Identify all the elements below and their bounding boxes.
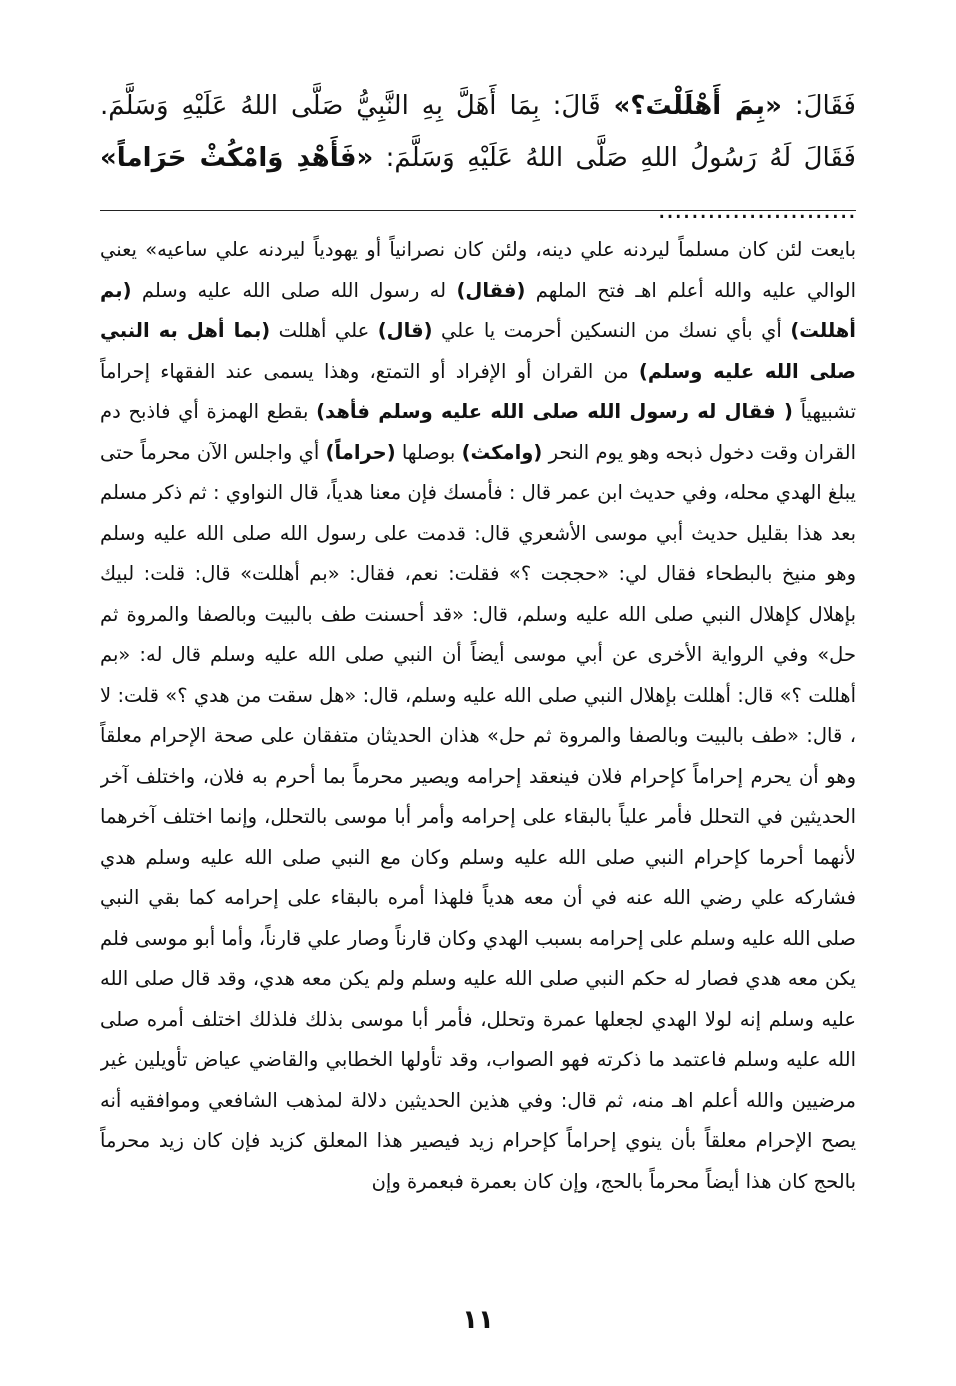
commentary-segment: أي واجلس الآن محرماً حتى يبلغ الهدي محله، وفي حديث ابن عمر قال : فأمسك فإن معنا هدياً، قال النواوي : ثم ذكر مسلم بعد هذا بقليل حديث أبي موسى الأشعري قال: قدمت على رسول الله صلى الله عليه وسلم وهو منيخ بالبطحاء فقال لي: «حججت ؟» فقلت: نعم، فقال: «بم أهللت» قال: قلت: لبيك بإهلال كإهلال النبي صلى الله عليه وسلم، قال: «قد أحسنت طف بالبيت وبالصفا والمروة ثم حل» وفي الرواية الأخرى عن أبي موسى أيضاً أن النبي صلى الله عليه وسلم قال له: «بم أهللت ؟» قال: أهللت بإهلال النبي صلى الله عليه وسلم، قال: «هل سقت من هدي ؟» قلت: لا ، قال: «طف بالبيت وبالصفا والمروة ثم حل» هذان الحديثان متفقان على صحة الإحرام معلقاً وهو أن يحرم إحراماً كإحرام فلان فينعقد إحرامه ويصير محرماً بما أحرم به فلان، واختلف آخر الحديثين في التحلل فأمر علياً بالبقاء على إحرامه وأمر أبا موسى بالتحلل، وإنما اختلف آخرهما لأنهما أحرما كإحرام النبي صلى الله عليه وسلم وكان مع النبي صلى الله عليه وسلم هدي فشاركه علي رضي الله عنه في أن معه هدياً فلهذا أمره بالبقاء على إحرامه كما بقي النبي صلى الله عليه وسلم على إحرامه بسبب الهدي وكان قارناً وصار علي قارناً، وأما أبو موسى فلم يكن معه هدي فصار له حكم النبي صلى الله عليه وسلم ولم يكن معه هدي، وقد قال صلى الله عليه وسلم إنه لولا الهدي لجعلها عمرة وتحلل، فأمر أبا موسى بذلك فلذلك اختلف أمره صلى الله عليه وسلم فاعتمد ما ذكرته فهو الصواب، وقد تأولها الخطابي والقاضي عياض تأويلين غير مرضيين والله أعلم اهـ منه، ثم قال: وفي هذين الحديثين دلالة لمذهب الشافعي وموافقيه أنه يصح الإحرام معلقاً بأن ينوي إحراماً كإحرام زيد فيصير هذا المعلق كزيد فإن كان زيد محرماً بالحج كان هذا أيضاً محرماً بالحج، وإن كان بعمرة فبعمرة وإن bbox=[100, 440, 856, 1193]
commentary-bold: (بما أهل به النبي صلى الله عليه وسلم) bbox=[100, 319, 856, 383]
hadith-paragraph bbox=[100, 80, 856, 236]
commentary-bold: (قال) bbox=[377, 319, 433, 342]
hadith-segment: قَالَ: بِمَا أَهَلَّ بِهِ النَّبِيُّ صَلَّى اللهُ عَلَيْهِ وَسَلَّمَ. فَقَالَ لَهُ رَسُولُ اللهِ صَلَّى اللهُ عَلَيْهِ وَسَلَّمَ: bbox=[100, 91, 856, 173]
commentary-segment: بقطع الهمزة أي فاذبح دم القران وقت دخول ذبحه وهو يوم النحر bbox=[100, 400, 856, 464]
commentary-segment: أي بأي نسك من النسكين أحرمت يا علي bbox=[432, 319, 791, 342]
hadith-quote: «فَأَهْدِ وَامْكُثْ حَرَاماً» bbox=[100, 143, 374, 173]
commentary-segment: بوصلها bbox=[395, 440, 462, 464]
commentary-bold: ( فقال له رسول الله صلى الله عليه وسلم فأهد) bbox=[316, 400, 793, 423]
footnote-separator bbox=[100, 210, 856, 211]
commentary-bold: (حراماً) bbox=[325, 440, 396, 464]
hadith-quote: «بِمَ أَهْلَلْتَ؟» bbox=[613, 91, 782, 121]
page-number: ١١ bbox=[462, 1305, 494, 1335]
hadith-continuation-dots: ........................ bbox=[657, 195, 856, 225]
hadith-segment: فَقَالَ: bbox=[781, 91, 856, 121]
hadith-text bbox=[100, 80, 856, 236]
commentary-segment: بايعت لئن كان مسلماً ليردنه علي دينه، ولئن كان نصرانياً أو يهودياً ليردنه علي ساعيه» يعني الوالي عليه والله أعلم اهـ فتح الملهم bbox=[100, 238, 856, 302]
commentary-segment: علي أهللت bbox=[270, 319, 378, 342]
commentary-segment: من القران أو الإفراد أو التمتع، وهذا يسمى عند الفقهاء إحراماً تشبيهياً bbox=[100, 359, 856, 423]
commentary-text bbox=[100, 230, 856, 1310]
commentary-bold: (وامكث) bbox=[461, 440, 543, 464]
commentary-bold: (فقال) bbox=[456, 278, 526, 302]
commentary-bold: (بم أهللت) bbox=[100, 278, 856, 342]
commentary-segment: له رسول الله صلى الله عليه وسلم bbox=[131, 278, 457, 302]
